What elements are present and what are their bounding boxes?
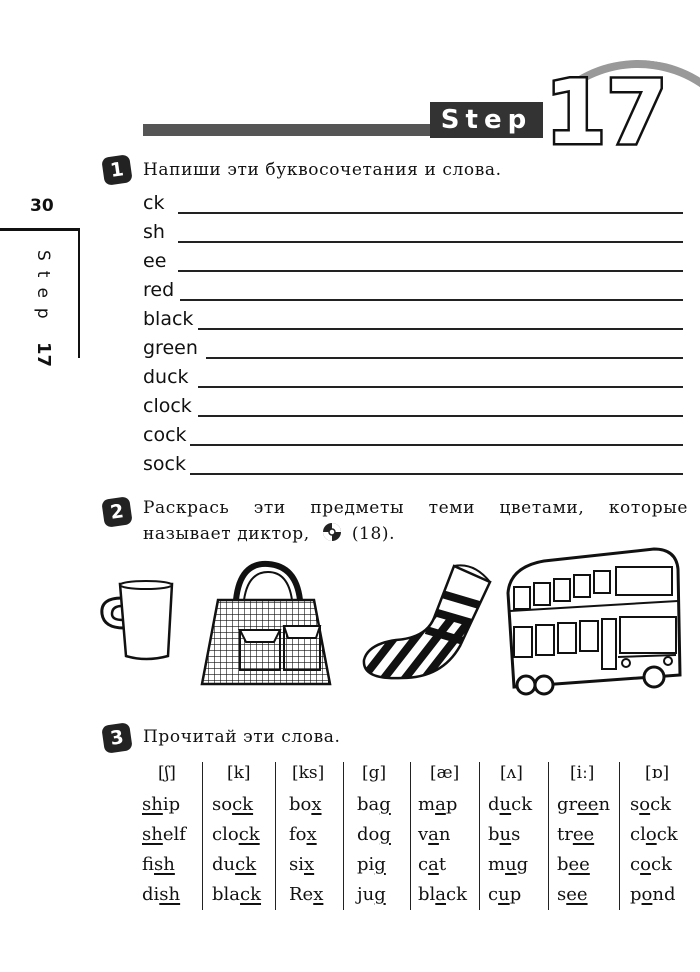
table-divider bbox=[202, 762, 203, 910]
table-word: clock bbox=[630, 824, 678, 845]
writing-word: green bbox=[143, 337, 198, 359]
sound-header: [ɒ] bbox=[645, 763, 670, 783]
task3-instruction: Прочитай эти слова. bbox=[143, 727, 341, 747]
table-divider bbox=[619, 762, 620, 910]
table-word: clock bbox=[212, 824, 260, 845]
sound-header: [ks] bbox=[292, 763, 325, 783]
table-word: fox bbox=[289, 824, 317, 845]
table-word: cat bbox=[418, 854, 447, 875]
sound-header: [k] bbox=[227, 763, 251, 783]
task3-number-badge: 3 bbox=[101, 722, 133, 754]
table-divider bbox=[343, 762, 344, 910]
writing-line[interactable] bbox=[178, 270, 683, 272]
task2-instruction-line2 bbox=[143, 522, 395, 544]
side-tab-label: Step bbox=[33, 250, 53, 329]
side-tab-divider bbox=[78, 228, 80, 358]
sound-header: [g] bbox=[362, 763, 387, 783]
writing-line[interactable] bbox=[190, 473, 683, 475]
sound-header: [iː] bbox=[570, 763, 595, 783]
writing-word: duck bbox=[143, 366, 189, 388]
writing-line[interactable] bbox=[198, 415, 683, 417]
writing-line[interactable] bbox=[198, 386, 683, 388]
table-word: map bbox=[418, 794, 458, 815]
table-word: mug bbox=[488, 854, 529, 875]
table-word: duck bbox=[212, 854, 257, 875]
writing-line[interactable] bbox=[178, 212, 683, 214]
task2-instruction-line1: Раскрась эти предметы теми цветами, которые bbox=[143, 498, 688, 518]
table-word: shelf bbox=[142, 824, 186, 845]
bus-icon[interactable] bbox=[504, 545, 684, 697]
table-word: pig bbox=[357, 854, 386, 875]
table-word: bus bbox=[488, 824, 521, 845]
table-divider bbox=[479, 762, 480, 910]
writing-word: cock bbox=[143, 424, 187, 446]
table-word: Rex bbox=[289, 884, 324, 905]
table-word: box bbox=[289, 794, 322, 815]
step-label: Step bbox=[430, 102, 543, 138]
table-word: fish bbox=[142, 854, 175, 875]
cup-icon[interactable] bbox=[98, 578, 178, 662]
table-word: tree bbox=[557, 824, 595, 845]
sound-header: [æ] bbox=[430, 763, 460, 783]
table-word: bag bbox=[357, 794, 391, 815]
table-word: sock bbox=[630, 794, 672, 815]
task2-instruction-text: называет диктор, bbox=[143, 524, 310, 544]
header-rule bbox=[143, 124, 433, 136]
table-word: six bbox=[289, 854, 315, 875]
task1-number-badge: 1 bbox=[101, 154, 133, 186]
page-number: 30 bbox=[30, 196, 54, 216]
writing-line[interactable] bbox=[178, 241, 683, 243]
sock-icon[interactable] bbox=[356, 560, 496, 686]
table-word: sock bbox=[212, 794, 254, 815]
writing-line[interactable] bbox=[206, 357, 683, 359]
side-tab-rule bbox=[0, 228, 80, 231]
writing-line[interactable] bbox=[198, 328, 683, 330]
side-tab-number: 17 bbox=[33, 342, 54, 368]
table-word: cup bbox=[488, 884, 522, 905]
writing-word: clock bbox=[143, 395, 192, 417]
audio-track-number: (18). bbox=[351, 524, 396, 544]
table-word: dish bbox=[142, 884, 181, 905]
sound-header: [ʌ] bbox=[500, 763, 523, 783]
bag-icon[interactable] bbox=[196, 560, 336, 688]
writing-word: ck bbox=[143, 192, 165, 214]
writing-word: sock bbox=[143, 453, 186, 475]
writing-word: ee bbox=[143, 250, 167, 272]
task1-instruction: Напиши эти буквосочетания и слова. bbox=[143, 160, 502, 180]
task2-number-badge: 2 bbox=[101, 496, 133, 528]
table-word: duck bbox=[488, 794, 533, 815]
table-word: green bbox=[557, 794, 611, 815]
table-word: black bbox=[212, 884, 262, 905]
table-word: pond bbox=[630, 884, 676, 905]
table-divider bbox=[548, 762, 549, 910]
step-number: 17 bbox=[545, 61, 668, 164]
table-word: van bbox=[418, 824, 451, 845]
writing-word: black bbox=[143, 308, 194, 330]
table-word: bee bbox=[557, 854, 590, 875]
writing-line[interactable] bbox=[180, 299, 683, 301]
writing-line[interactable] bbox=[190, 444, 683, 446]
table-divider bbox=[275, 762, 276, 910]
table-word: black bbox=[418, 884, 468, 905]
table-divider bbox=[410, 762, 411, 910]
table-word: ship bbox=[142, 794, 181, 815]
audio-disc-icon bbox=[322, 522, 342, 542]
table-word: cock bbox=[630, 854, 672, 875]
writing-word: sh bbox=[143, 221, 165, 243]
writing-word: red bbox=[143, 279, 175, 301]
table-word: dog bbox=[357, 824, 391, 845]
sound-header: [ʃ] bbox=[158, 763, 176, 783]
table-word: jug bbox=[357, 884, 386, 905]
table-word: see bbox=[557, 884, 588, 905]
